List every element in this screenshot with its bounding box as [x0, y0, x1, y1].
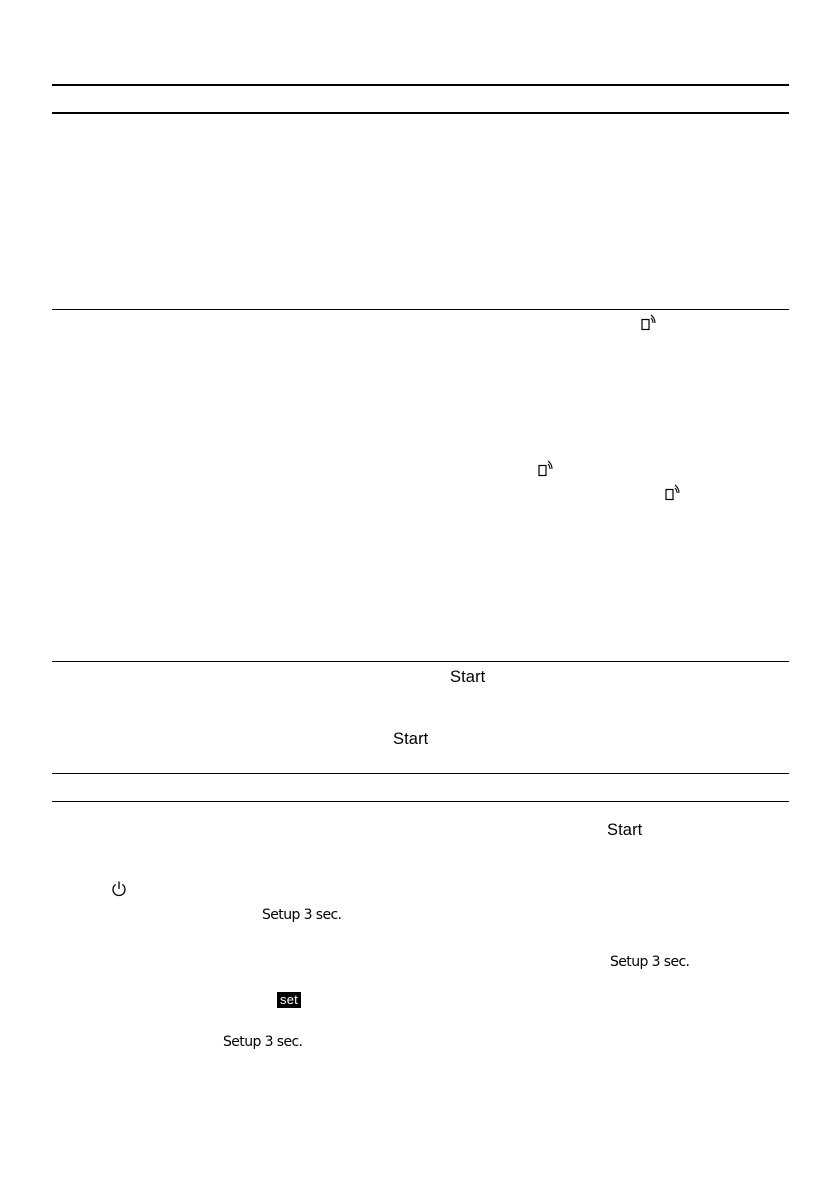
row-divider — [52, 309, 789, 310]
start-button-label: Start — [607, 821, 643, 839]
row-divider — [52, 773, 789, 774]
remote-start-icon — [640, 313, 660, 340]
start-button-label: Start — [393, 730, 429, 748]
power-icon — [111, 880, 127, 903]
setup-button-label: Setup 3 sec. — [610, 954, 690, 970]
set-display-badge: set — [277, 992, 301, 1008]
row-divider — [52, 661, 789, 662]
setup-button-label: Setup 3 sec. — [223, 1034, 303, 1050]
table-header-rule — [52, 112, 789, 114]
setup-button-label: Setup 3 sec. — [262, 907, 342, 923]
remote-start-icon — [664, 483, 684, 510]
remote-start-icon — [537, 459, 557, 486]
start-button-label: Start — [450, 668, 486, 686]
row-divider — [52, 801, 789, 802]
table-top-rule — [52, 84, 789, 86]
